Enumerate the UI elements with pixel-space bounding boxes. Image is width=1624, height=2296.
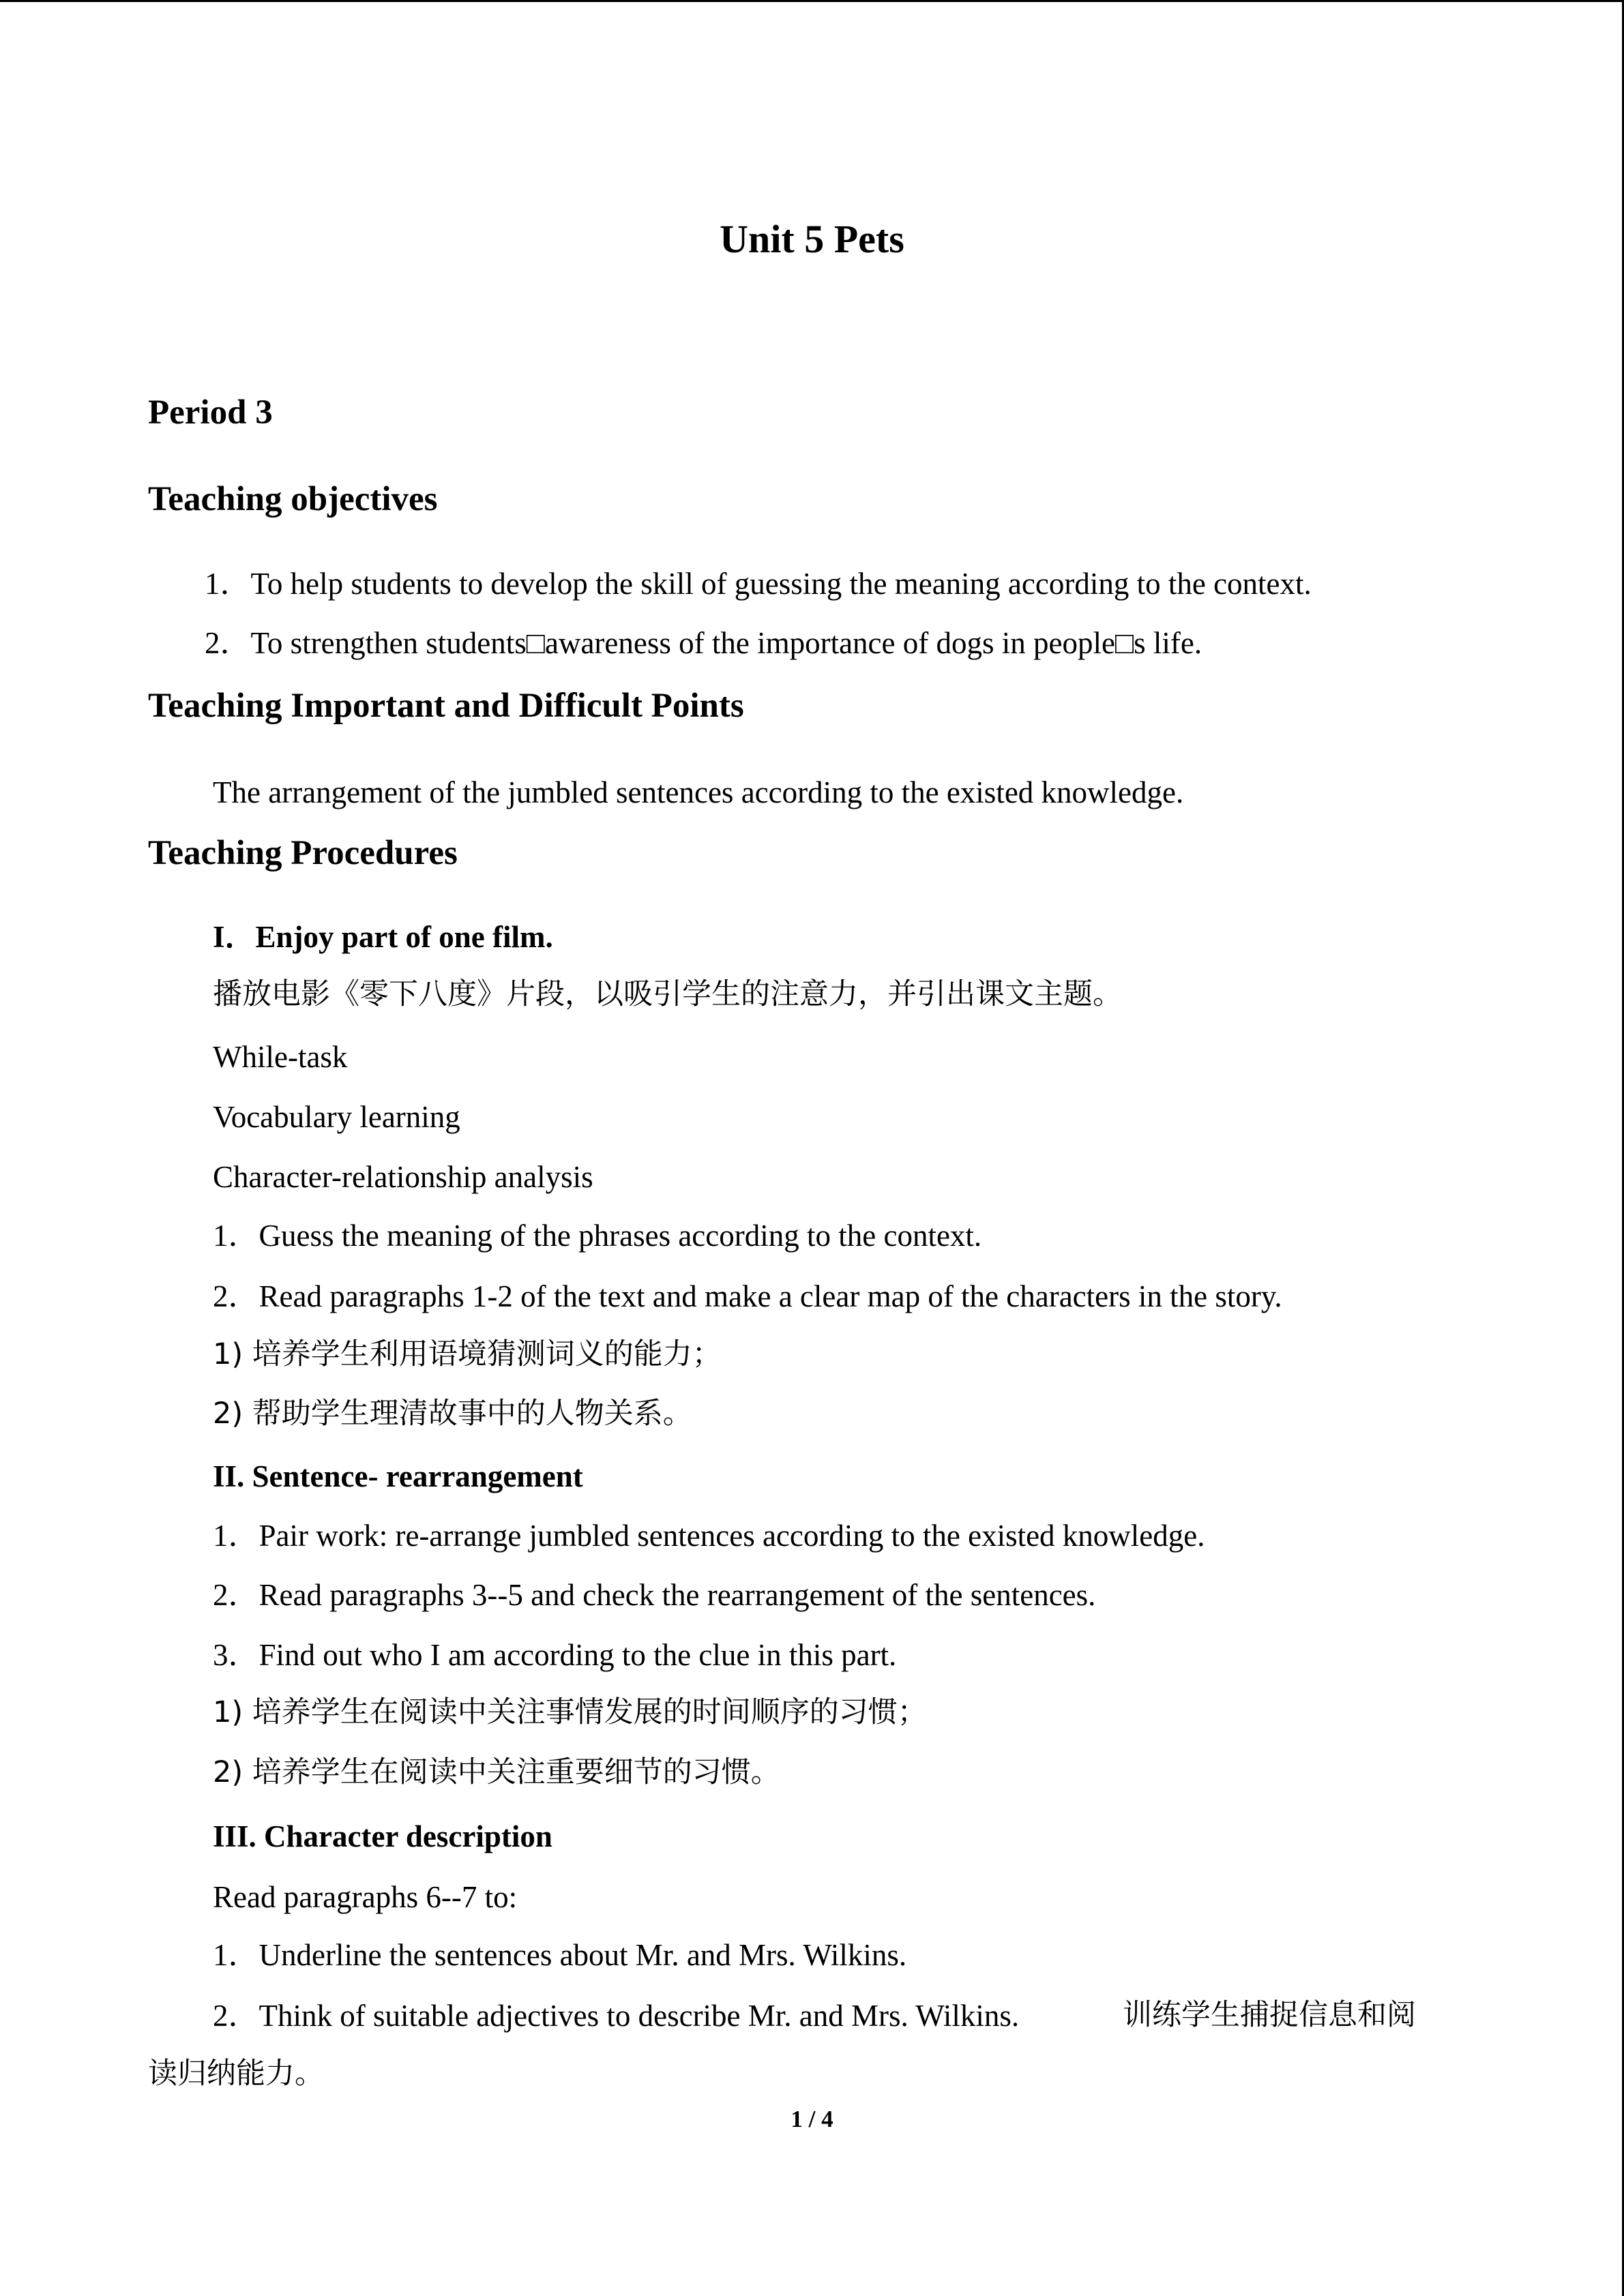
step3-intro: Read paragraphs 6--7 to:	[213, 1880, 518, 1914]
points-heading: Teaching Important and Difficult Points	[148, 687, 744, 725]
objective-item: 2．To strengthen students□awareness of the importance of dogs in people□s life.	[205, 626, 1202, 660]
step1-note: 播放电影《零下八度》片段，以吸引学生的注意力，并引出课文主题。	[213, 977, 1122, 1011]
step1-title: I．Enjoy part of one film.	[213, 920, 553, 954]
step1-line: Character-relationship analysis	[213, 1160, 593, 1194]
step2-line: 3．Find out who I am according to the clue in this part.	[213, 1638, 897, 1672]
step2-cn-note: 1) 培养学生在阅读中关注事情发展的时间顺序的习惯；	[213, 1695, 927, 1729]
step2-line: 2．Read paragraphs 3--5 and check the rearrangement of the sentences.	[213, 1578, 1096, 1612]
page-number: 1 / 4	[791, 2106, 833, 2132]
step3-line: 2．Think of suitable adjectives to describe Mr. and Mrs. Wilkins.	[213, 1999, 1020, 2033]
step2-title: II. Sentence- rearrangement	[213, 1459, 583, 1493]
step1-cn-note: 2) 帮助学生理清故事中的人物关系。	[213, 1397, 692, 1431]
step1-cn-note: 1) 培养学生利用语境猜测词义的能力；	[213, 1337, 722, 1371]
objective-item: 1．To help students to develop the skill of guessing the meaning according to the context.	[205, 567, 1312, 601]
period-heading: Period 3	[148, 393, 273, 432]
step3-line: 1．Underline the sentences about Mr. and Mrs. Wilkins.	[213, 1938, 907, 1972]
points-text: The arrangement of the jumbled sentences according to the existed knowledge.	[213, 775, 1184, 809]
document-title: Unit 5 Pets	[720, 217, 904, 261]
step1-line: 1．Guess the meaning of the phrases according to the context.	[213, 1219, 982, 1253]
step3-title: III. Character description	[213, 1819, 552, 1853]
procedures-heading: Teaching Procedures	[148, 834, 458, 872]
step1-line: While-task	[213, 1040, 348, 1074]
step1-line: 2．Read paragraphs 1-2 of the text and make a clear map of the characters in the story.	[213, 1279, 1282, 1313]
page-border-top	[0, 0, 1624, 2]
step1-line: Vocabulary learning	[213, 1100, 460, 1134]
objectives-heading: Teaching objectives	[148, 480, 438, 518]
step3-cn-note: 训练学生捕捉信息和阅	[1123, 1998, 1416, 2032]
step2-cn-note: 2) 培养学生在阅读中关注重要细节的习惯。	[213, 1755, 780, 1789]
step3-cn-note-cont: 读归纳能力。	[148, 2057, 324, 2091]
step2-line: 1．Pair work: re-arrange jumbled sentences according to the existed knowledge.	[213, 1519, 1205, 1553]
